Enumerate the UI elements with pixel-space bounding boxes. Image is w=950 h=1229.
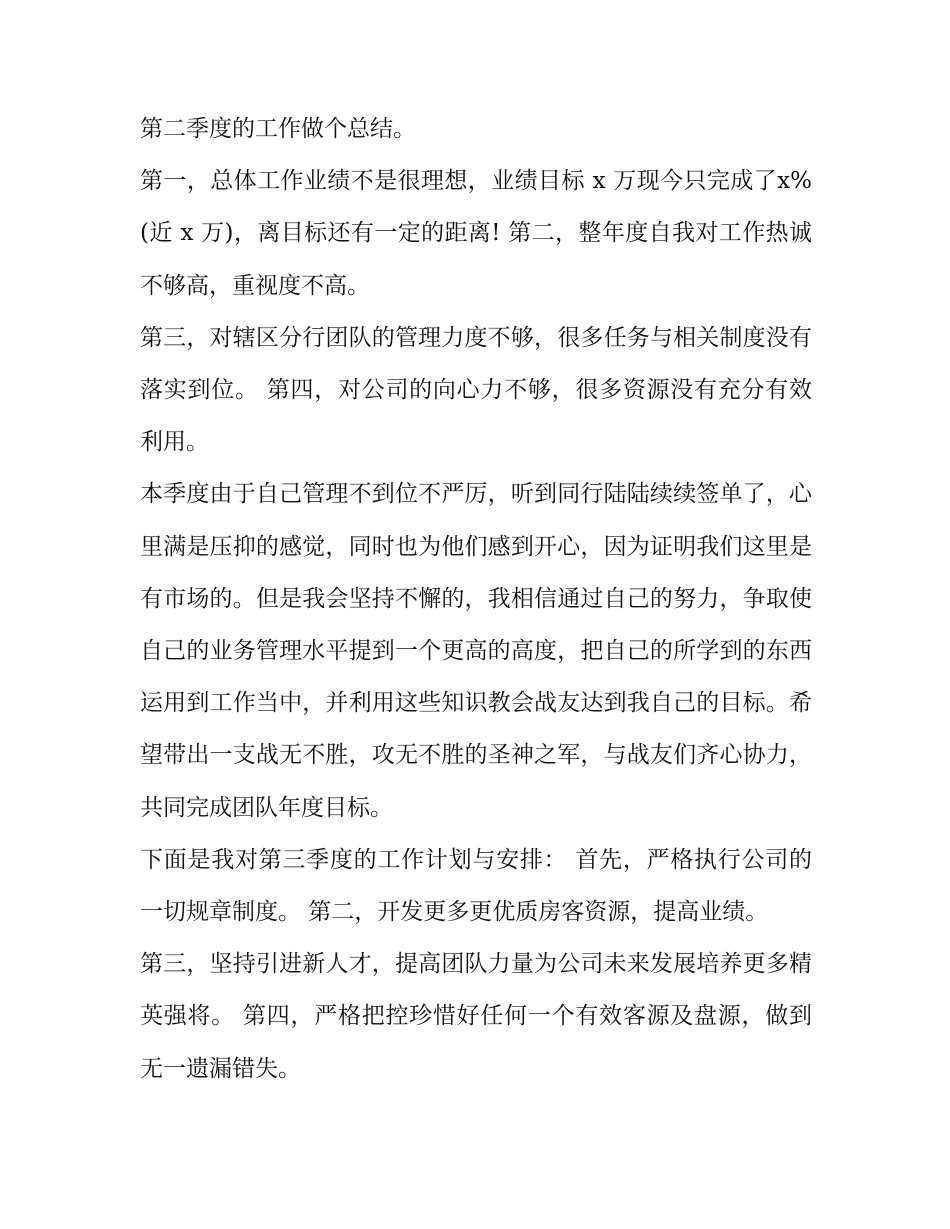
paragraph-3: 第三，对辖区分行团队的管理力度不够，很多任务与相关制度没有落实到位。 第四，对公司的向心力不够，很多资源没有充分有效利用。: [140, 324, 812, 456]
paragraph-1: 第二季度的工作做个总结。: [140, 116, 416, 142]
document-body: [140, 103, 812, 1095]
paragraph-6: 第三，坚持引进新人才，提高团队力量为公司未来发展培养更多精英强将。 第四，严格把控珍惜好任何一个有效客源及盘源，做到无一遗漏错失。: [140, 951, 812, 1082]
paragraph-5: 下面是我对第三季度的工作计划与安排： 首先，严格执行公司的一切规章制度。 第二，开发更多更优质房客资源，提高业绩。: [140, 846, 812, 926]
paragraph-2: 第一，总体工作业绩不是很理想，业绩目标 x 万现今只完成了x%(近 x 万)，离目标还有一定的距离! 第二，整年度自我对工作热诚不够高，重视度不高。: [140, 168, 812, 299]
paragraph-4: 本季度由于自己管理不到位不严厉，听到同行陆陆续续签单了，心里满是压抑的感觉，同时也为他们感到开心，因为证明我们这里是有市场的。但是我会坚持不懈的，我相信通过自己的努力，争取使自己的业务管理水平提到一个更高的高度，把自己的所学到的东西运用到工作当中，并利用这些知识教会战友达到我自己的目标。希望带出一支战无不胜，攻无不胜的圣神之军，与战友们齐心协力，共同完成团队年度目标。: [140, 481, 812, 821]
